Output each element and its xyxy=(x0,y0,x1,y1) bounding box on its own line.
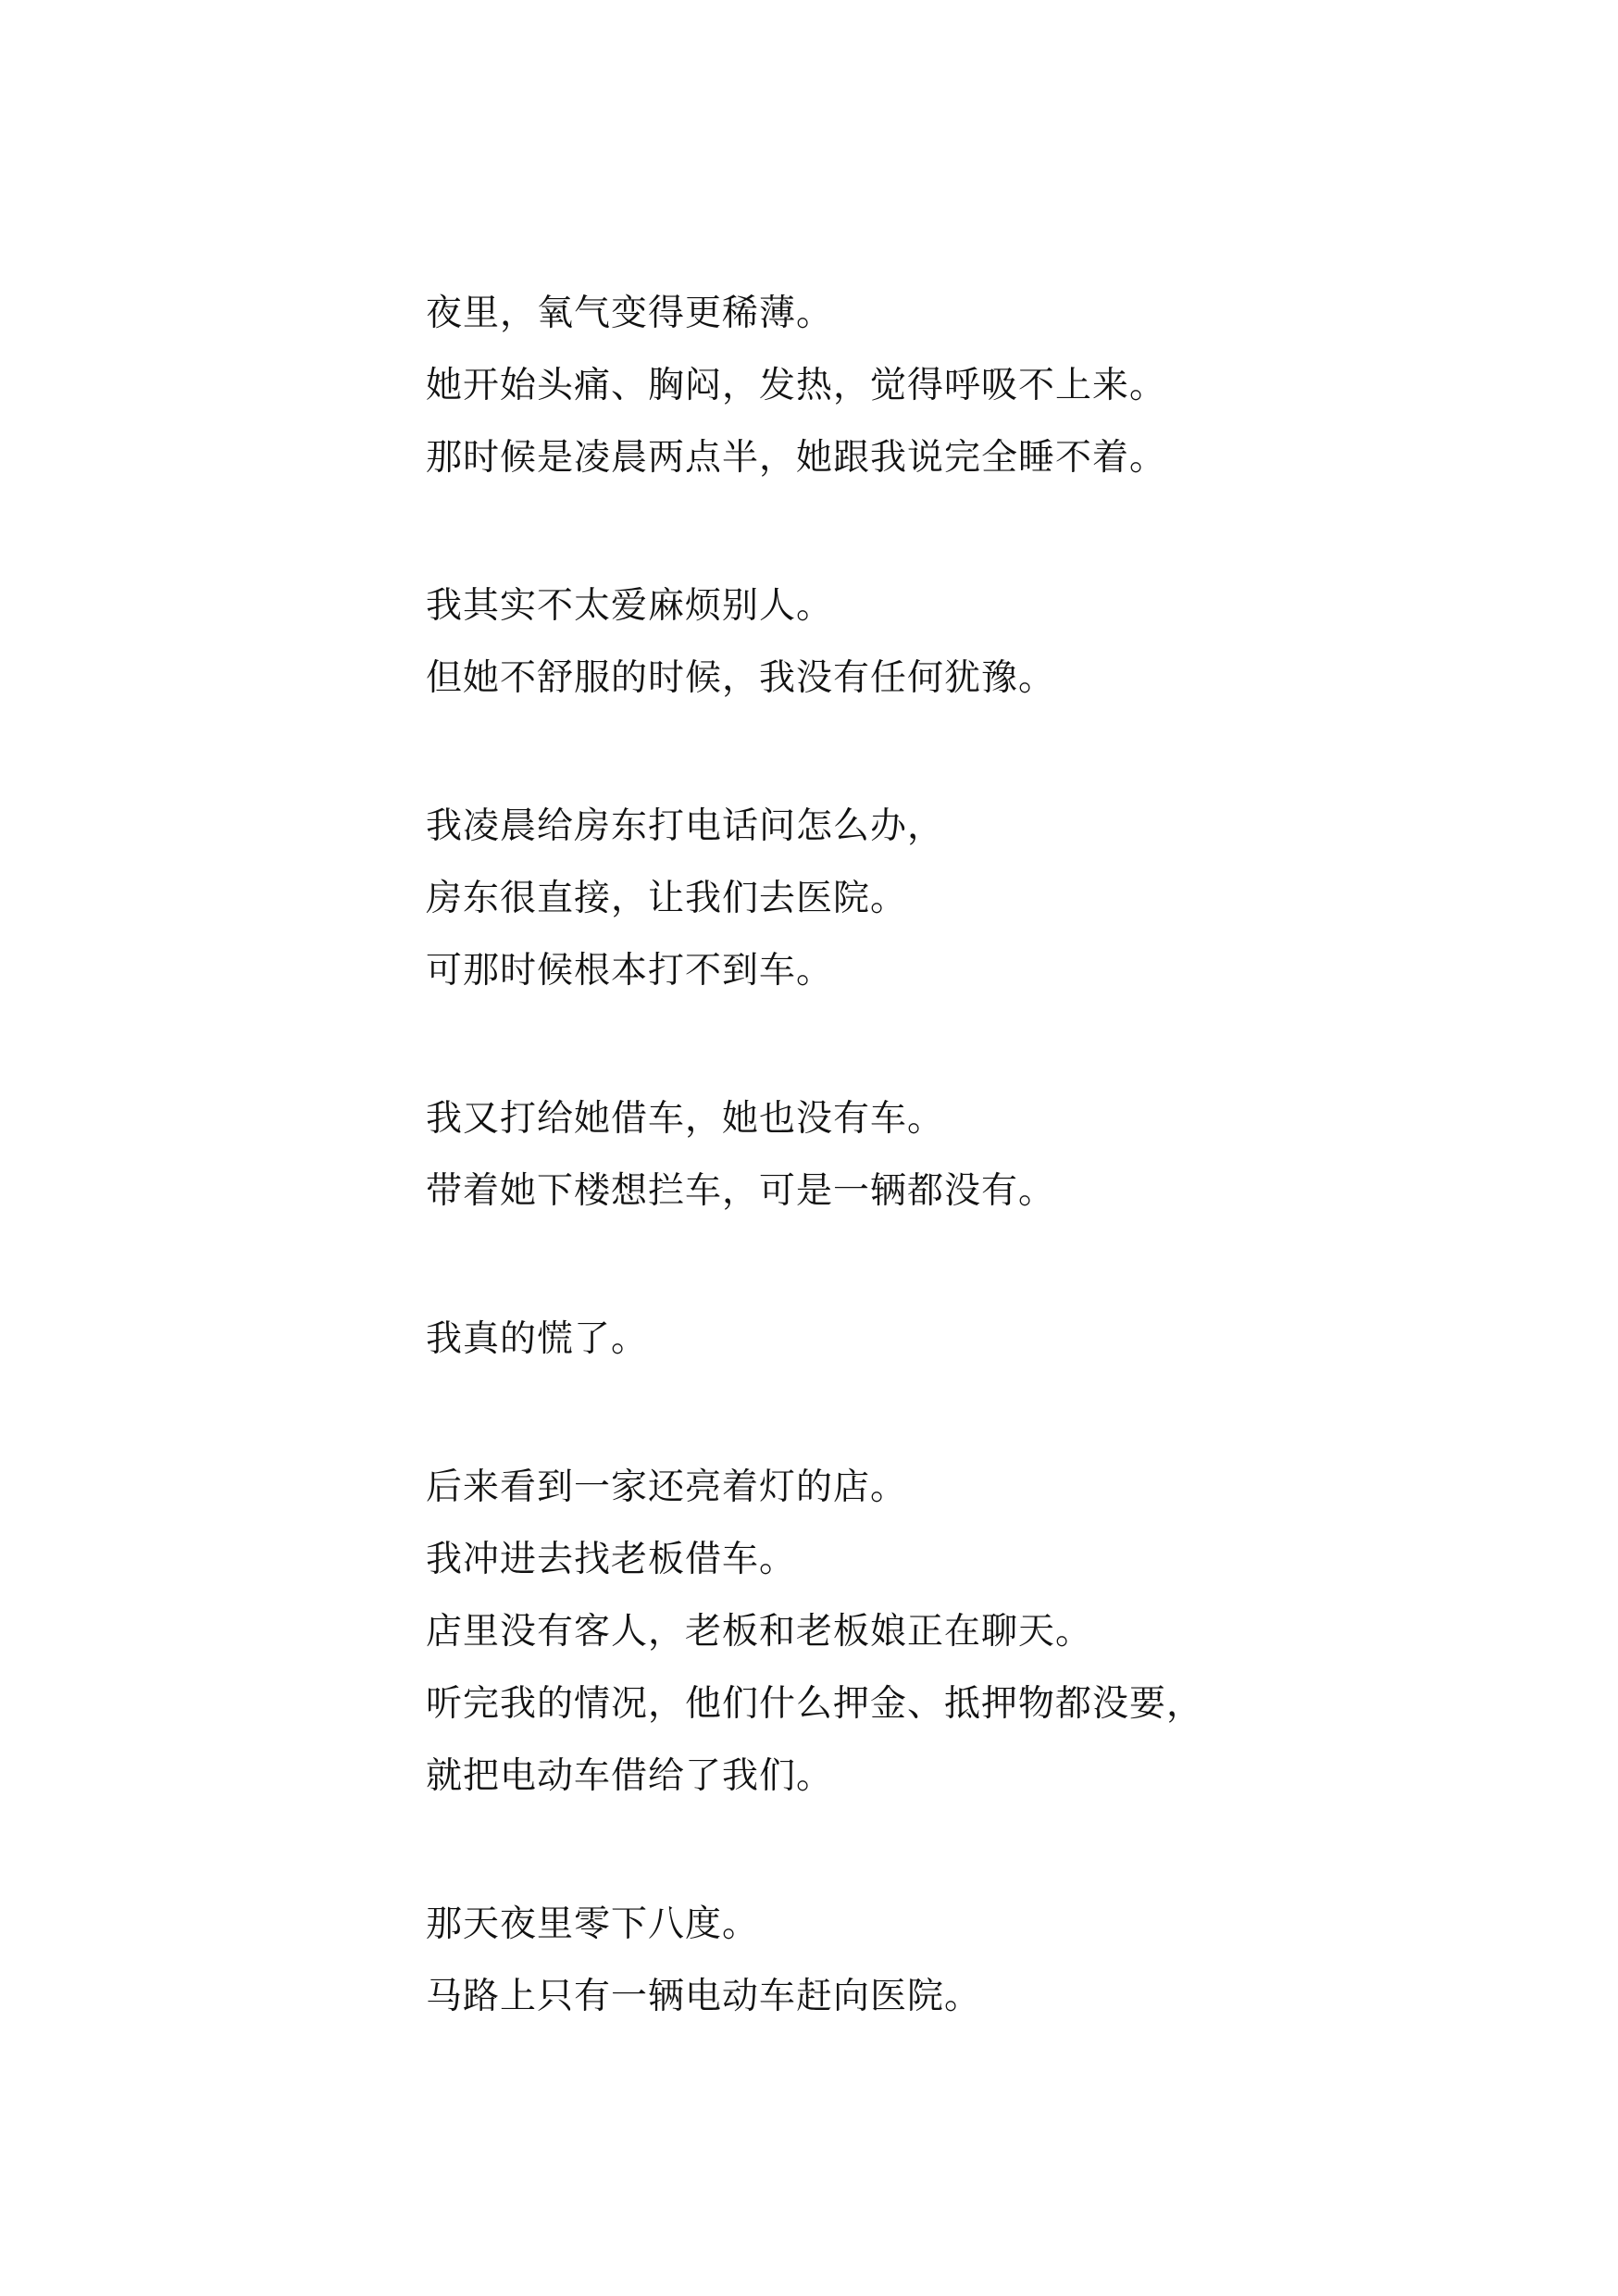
text-line: 那天夜里零下八度。 xyxy=(426,1903,760,1945)
text-line: 我真的慌了。 xyxy=(426,1318,649,1360)
paragraph xyxy=(426,1304,1444,1376)
text-line: 房东很直接，让我们去医院。 xyxy=(426,878,908,919)
text-line: 但她不舒服的时候，我没有任何犹豫。 xyxy=(426,657,1056,699)
paragraph-spacer xyxy=(426,1813,1444,1889)
text-line: 那时候是凌晨两点半，她跟我说完全睡不着。 xyxy=(426,437,1167,479)
paragraph xyxy=(426,278,1444,494)
text-line: 店里没有客人，老板和老板娘正在聊天。 xyxy=(426,1611,1093,1653)
text-line: 听完我的情况，他们什么押金、抵押物都没要， xyxy=(426,1683,1204,1725)
paragraph xyxy=(426,1889,1444,2033)
paragraph xyxy=(426,1452,1444,1813)
paragraph xyxy=(426,1083,1444,1228)
text-line: 我其实不太爱麻烦别人。 xyxy=(426,585,834,627)
text-line: 她开始头痛、胸闷，发热，觉得呼吸不上来。 xyxy=(426,365,1167,406)
paragraph-spacer xyxy=(426,1228,1444,1304)
text-line: 我又打给她借车，她也没有车。 xyxy=(426,1098,945,1140)
paragraph-spacer xyxy=(426,1007,1444,1083)
paragraph xyxy=(426,570,1444,715)
text-line: 我冲进去找老板借车。 xyxy=(426,1539,797,1580)
paragraph-spacer xyxy=(426,715,1444,791)
paragraph-spacer xyxy=(426,1376,1444,1452)
text-line: 马路上只有一辆电动车赶向医院。 xyxy=(426,1976,982,2017)
text-line: 我凌晨给房东打电话问怎么办， xyxy=(426,805,945,847)
text-line: 夜里，氧气变得更稀薄。 xyxy=(426,293,834,334)
text-line: 就把电动车借给了我们。 xyxy=(426,1755,834,1797)
story-text xyxy=(426,278,1444,2033)
paragraph xyxy=(426,791,1444,1007)
text-line: 可那时候根本打不到车。 xyxy=(426,950,834,992)
text-line: 带着她下楼想拦车，可是一辆都没有。 xyxy=(426,1170,1056,1212)
paragraph-spacer xyxy=(426,494,1444,570)
text-line: 后来看到一家还亮着灯的店。 xyxy=(426,1466,908,1508)
